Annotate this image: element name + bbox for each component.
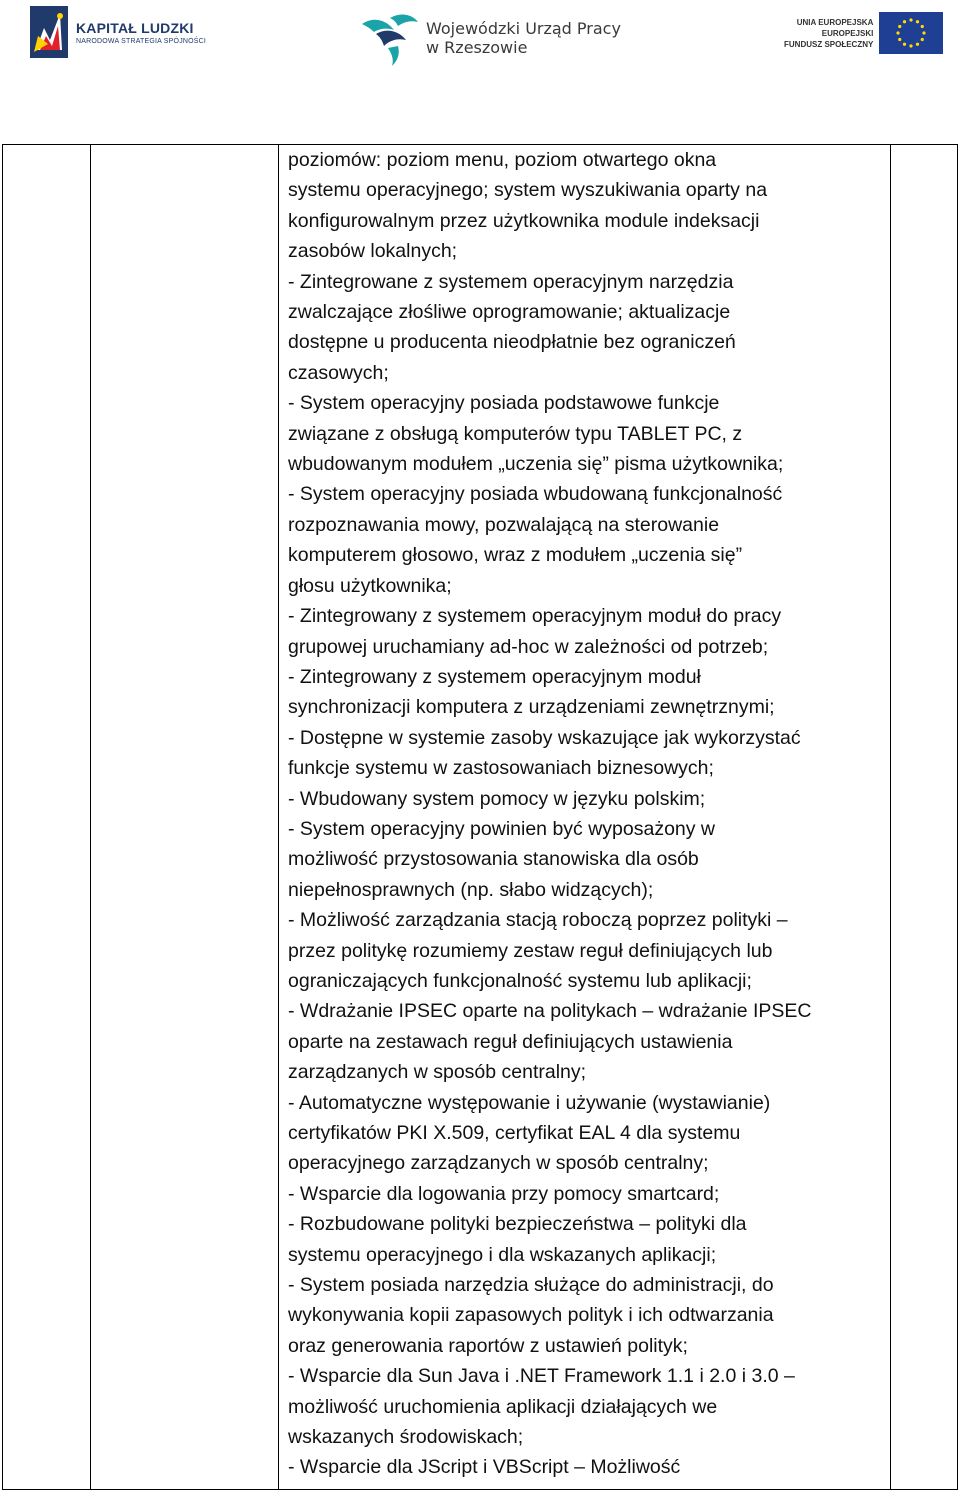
table-column-1 (3, 145, 91, 1489)
eu-star (898, 38, 901, 41)
text-line: wykonywania kopii zapasowych polityk i ich odtwarzania (288, 1304, 774, 1327)
text-line: wbudowanym modułem „uczenia się” pisma użytkownika; (288, 453, 784, 476)
text-line: oparte na zestawach reguł definiujących ustawienia (288, 1030, 733, 1053)
eu-star (921, 25, 924, 28)
text-line: przez politykę rozumiemy zestaw reguł definiujących lub (288, 939, 773, 962)
text-line: funkcje systemu w zastosowaniach biznesowych; (288, 757, 714, 780)
text-line: zwalczające złośliwe oprogramowanie; aktualizacje (288, 301, 731, 324)
text-line: możliwość przystosowania stanowiska dla osób (288, 848, 699, 871)
eu-star (903, 20, 906, 23)
text-line: - System posiada narzędzia służące do administracji, do (288, 1274, 774, 1297)
kapital-ludzki-subtitle: NARODOWA STRATEGIA SPÓJNOŚCI (76, 37, 207, 45)
text-line: ograniczających funkcjonalność systemu lub aplikacji; (288, 969, 752, 992)
text-line: rozpoznawania mowy, pozwalającą na sterowanie (288, 513, 720, 536)
text-line: - Dostępne w systemie zasoby wskazujące jak wykorzystać (288, 726, 801, 749)
eu-flag-icon (879, 12, 943, 54)
text-line: poziomów: poziom menu, poziom otwartego okna (288, 149, 717, 171)
kapital-ludzki-emblem-icon (30, 6, 68, 58)
text-line: zarządzanych w sposób centralny; (288, 1061, 587, 1084)
wup-name-line2: w Rzeszowie (426, 38, 528, 57)
text-line: możliwość uruchomienia aplikacji działających we (288, 1395, 718, 1418)
text-line: - Wsparcie dla Sun Java i .NET Framework 1.1 i 2.0 i 3.0 – (288, 1365, 795, 1388)
eu-star (923, 31, 926, 34)
text-line: synchronizacji komputera z urządzeniami zewnętrznymi; (288, 696, 775, 719)
eu-star (903, 43, 906, 46)
text-line: operacyjnego zarządzanych w sposób centralny; (288, 1152, 709, 1175)
eu-star (916, 43, 919, 46)
eu-star (910, 18, 913, 21)
eu-star (910, 44, 913, 47)
text-line: dostępne u producenta nieodpłatnie bez ograniczeń (288, 331, 736, 354)
text-line: - Automatyczne występowanie i używanie (wystawianie) (288, 1091, 771, 1114)
text-line: głosu użytkownika; (288, 574, 452, 597)
kapital-ludzki-logo (30, 6, 206, 58)
text-line: - Rozbudowane polityki bezpieczeństwa – polityki dla (288, 1213, 747, 1236)
text-line: komputerem głosowo, wraz z modułem „uczenia się” (288, 544, 743, 567)
wup-rzeszow-logo (360, 10, 621, 66)
eu-esf-logo (784, 12, 943, 54)
wup-bird-emblem-icon (360, 10, 420, 66)
eu-line2: EUROPEJSKI (821, 28, 874, 38)
text-line: - Zintegrowany z systemem operacyjnym moduł do pracy (288, 605, 782, 628)
eu-star (898, 25, 901, 28)
text-line: certyfikatów PKI X.509, certyfikat EAL 4 dla systemu (288, 1122, 741, 1144)
text-line: systemu operacyjnego i dla wskazanych aplikacji; (288, 1243, 717, 1266)
text-line: - Zintegrowany z systemem operacyjnym moduł (288, 665, 701, 688)
text-line: niepełnosprawnych (np. słabo widzących); (288, 878, 654, 901)
text-line: czasowych; (288, 361, 389, 384)
eu-star (921, 38, 924, 41)
text-line: grupowej uruchamiany ad-hoc w zależności od potrzeb; (288, 635, 769, 658)
description-cell-text (288, 145, 886, 1483)
text-line: - System operacyjny powinien być wyposażony w (288, 817, 716, 840)
text-line: wskazanych środowiskach; (288, 1426, 524, 1449)
text-line: - Zintegrowane z systemem operacyjnym narzędzia (288, 270, 734, 293)
text-line: - Możliwość zarządzania stacją roboczą poprzez polityki – (288, 909, 788, 932)
text-line: - Wbudowany system pomocy w języku polskim; (288, 787, 706, 810)
text-line: - System operacyjny posiada podstawowe funkcje (288, 392, 720, 415)
text-line: związane z obsługą komputerów typu TABLET PC, z (288, 422, 743, 445)
text-line: - System operacyjny posiada wbudowaną funkcjonalność (288, 483, 783, 506)
page-header (0, 0, 960, 70)
eu-line1: UNIA EUROPEJSKA (796, 17, 874, 27)
eu-line3: FUNDUSZ SPOŁECZNY (784, 39, 874, 49)
text-line: - Wdrażanie IPSEC oparte na politykach – wdrażanie IPSEC (288, 1000, 812, 1023)
text-line: systemu operacyjnego; system wyszukiwania oparty na (288, 179, 768, 202)
text-line: zasobów lokalnych; (288, 240, 458, 263)
text-line: oraz generowania raportów z ustawień polityk; (288, 1334, 688, 1357)
text-line: - Wsparcie dla logowania przy pomocy smartcard; (288, 1182, 720, 1205)
kapital-ludzki-name: KAPITAŁ LUDZKI (76, 19, 194, 36)
wup-name-line1: Wojewódzki Urząd Pracy (426, 19, 621, 38)
eu-star (897, 31, 900, 34)
table-column-2 (91, 145, 279, 1489)
text-line: - Wsparcie dla JScript i VBScript – Możliwość (288, 1456, 681, 1479)
text-line: konfigurowalnym przez użytkownika module indeksacji (288, 209, 760, 232)
eu-star (916, 20, 919, 23)
